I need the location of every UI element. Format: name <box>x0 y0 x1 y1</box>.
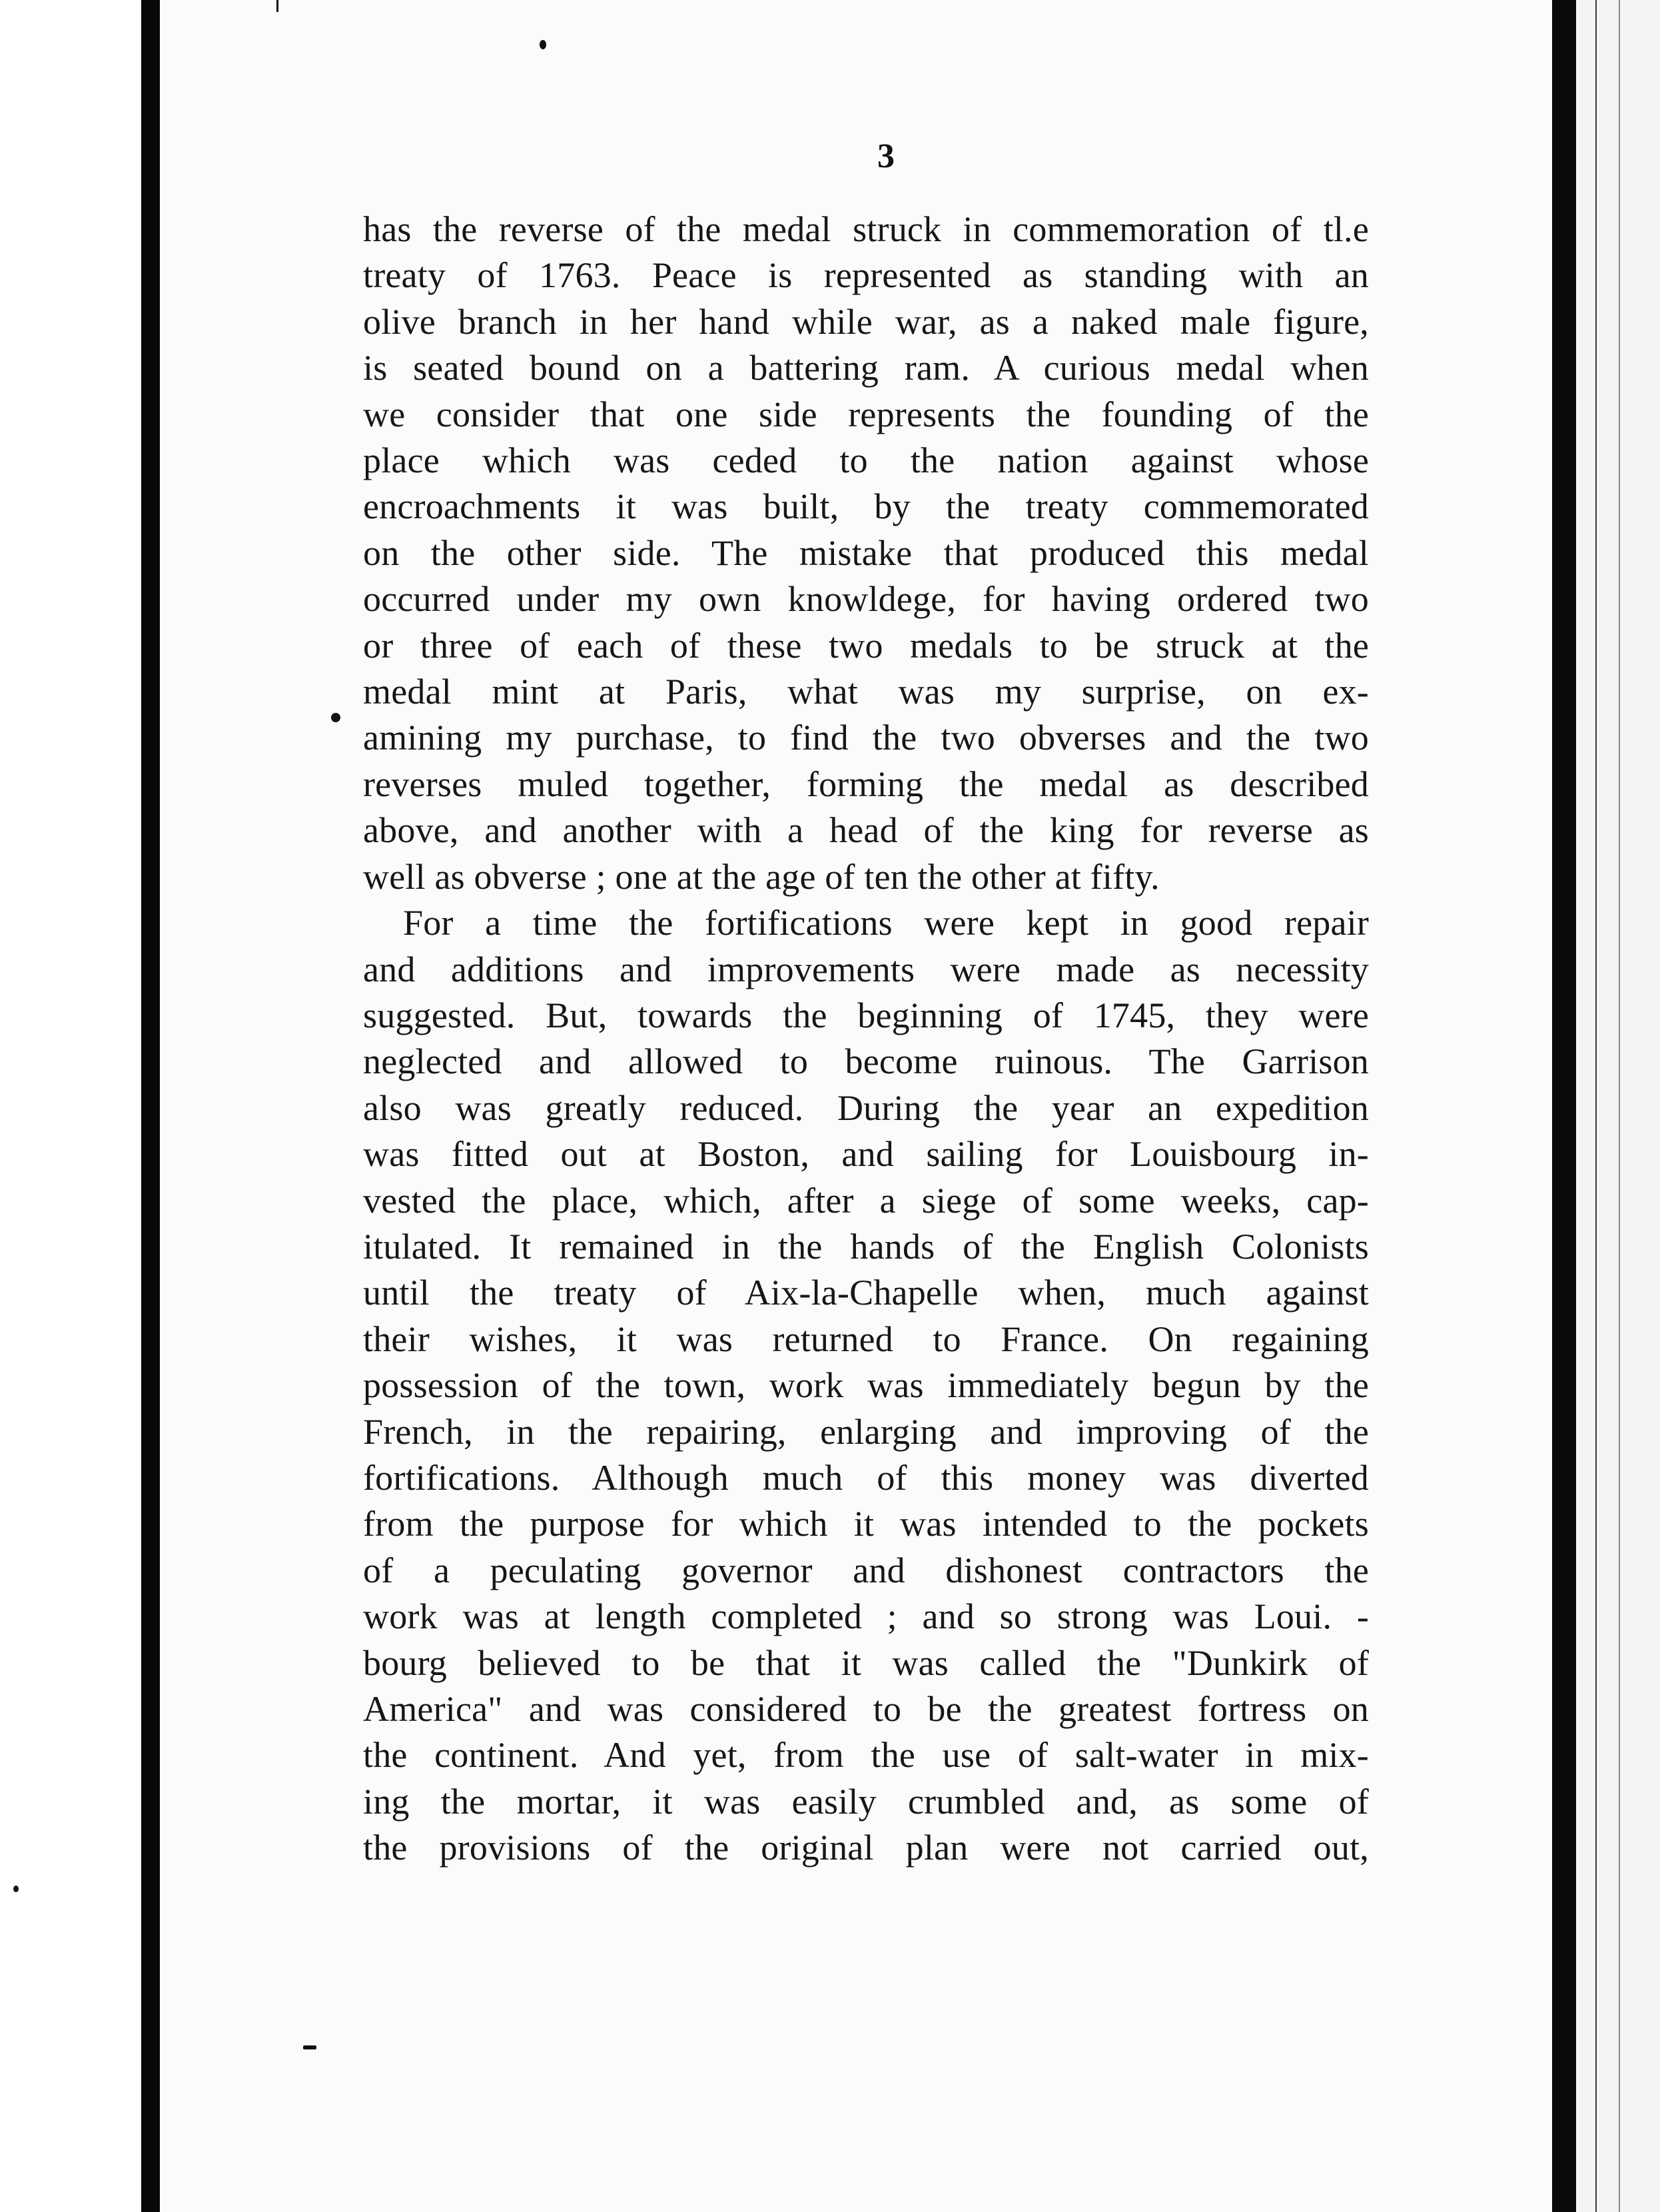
scan-binding-shadow <box>141 0 160 2212</box>
text-line: their wishes, it was returned to France. On regaining <box>363 1319 1369 1359</box>
scan-right-page-edge <box>1552 0 1576 2212</box>
text-line: from the purpose for which it was intended to the pockets <box>363 1504 1369 1544</box>
text-line: bourg believed to be that it was called the "Dunkirk of <box>363 1642 1369 1683</box>
scan-speck <box>13 1886 19 1892</box>
text-line: above, and another with a head of the king for reverse as <box>363 810 1369 851</box>
text-line: olive branch in her hand while war, as a naked male figure, <box>363 301 1369 342</box>
scan-speck <box>540 40 546 49</box>
text-line: America" and was considered to be the greatest fortress on <box>363 1689 1369 1729</box>
text-line: the continent. And yet, from the use of salt-water in mix- <box>363 1735 1369 1776</box>
text-line: on the other side. The mistake that produced this medal <box>363 532 1369 573</box>
text-line: also was greatly reduced. During the year an expedition <box>363 1087 1369 1128</box>
text-line: has the reverse of the medal struck in commemoration of tl.e <box>363 209 1369 249</box>
text-line: fortifications. Although much of this money was diverted <box>363 1457 1369 1498</box>
text-line: was fitted out at Boston, and sailing for Louisbourg in- <box>363 1134 1369 1175</box>
text-line: well as obverse ; one at the age of ten the other at fifty. <box>363 856 1160 897</box>
text-line: until the treaty of Aix-la-Chapelle when, much against <box>363 1273 1369 1313</box>
text-line: medal mint at Paris, what was my surprise, on ex- <box>363 672 1369 712</box>
scan-left-margin <box>0 0 141 2212</box>
text-line: French, in the repairing, enlarging and improving of the <box>363 1411 1369 1452</box>
text-line: amining my purchase, to find the two obverses and the two <box>363 718 1369 758</box>
scan-speck <box>331 713 340 722</box>
text-line: neglected and allowed to become ruinous. The Garrison <box>363 1041 1369 1082</box>
text-line: of a peculating governor and dishonest contractors the <box>363 1550 1369 1590</box>
scan-speck <box>276 0 278 12</box>
text-line: ing the mortar, it was easily crumbled and, as some of <box>363 1781 1369 1822</box>
text-line: reverses muled together, forming the medal as described <box>363 764 1369 804</box>
page-stack-line <box>1619 0 1620 2212</box>
page-number: 3 <box>877 137 895 175</box>
text-line: place which was ceded to the nation against whose <box>363 440 1369 481</box>
text-line: treaty of 1763. Peace is represented as standing with an <box>363 255 1369 296</box>
text-line: is seated bound on a battering ram. A curious medal when <box>363 348 1369 388</box>
text-line: we consider that one side represents the founding of the <box>363 394 1369 434</box>
text-line: work was at length completed ; and so strong was Loui. - <box>363 1596 1369 1637</box>
body-text <box>363 207 1369 1872</box>
text-line: and additions and improvements were made as necessity <box>363 949 1369 989</box>
paragraph <box>363 900 1369 1872</box>
text-line: the provisions of the original plan were not carried out, <box>363 1828 1369 1868</box>
text-line: possession of the town, work was immediately begun by the <box>363 1365 1369 1406</box>
scan-right-margin <box>1576 0 1660 2212</box>
paragraph <box>363 207 1369 900</box>
text-line: encroachments it was built, by the treaty commemorated <box>363 486 1369 527</box>
text-line: occurred under my own knowldege, for having ordered two <box>363 579 1369 620</box>
text-line: or three of each of these two medals to be struck at the <box>363 625 1369 666</box>
scan-speck <box>303 2045 316 2049</box>
text-line: suggested. But, towards the beginning of 1745, they were <box>363 995 1369 1035</box>
text-line: vested the place, which, after a siege of some weeks, cap- <box>363 1180 1369 1221</box>
text-line: For a time the fortifications were kept in good repair <box>403 903 1369 943</box>
page-stack-line <box>1595 0 1597 2212</box>
text-line: itulated. It remained in the hands of the English Colonists <box>363 1226 1369 1267</box>
